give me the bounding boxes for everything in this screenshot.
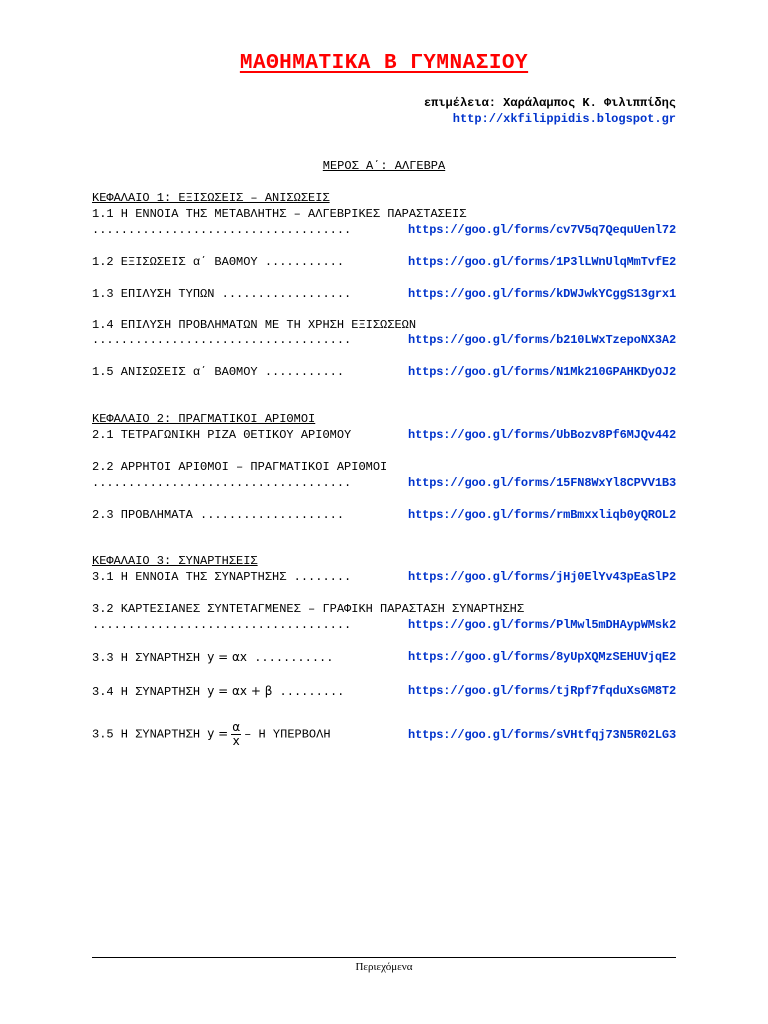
section-1-4-link[interactable]: https://goo.gl/forms/b210LWxTzepoNX3A2 bbox=[408, 333, 676, 347]
section-1-1-row bbox=[92, 223, 676, 238]
section-3-2-leader: .................................... bbox=[92, 618, 352, 632]
section-3-2-row bbox=[92, 618, 676, 633]
section-1-1-link[interactable]: https://goo.gl/forms/cv7V5q7QequUenl72 bbox=[408, 223, 676, 237]
section-2-2-leader: .................................... bbox=[92, 476, 352, 490]
section-1-5-link[interactable]: https://goo.gl/forms/N1Mk210GPAHKDyOJ2 bbox=[408, 365, 676, 379]
section-1-3-leader: 1.3 ΕΠΙΛΥΣΗ ΤΥΠΩΝ .................. bbox=[92, 287, 352, 301]
section-2-3-link[interactable]: https://goo.gl/forms/rmBmxxliqb0yQROL2 bbox=[408, 508, 676, 522]
blog-link[interactable]: http://xkfilippidis.blogspot.gr bbox=[452, 112, 676, 126]
footer-label: Περιεχόμενα bbox=[355, 961, 413, 973]
chapter-1-heading: ΚΕΦΑΛΑΙΟ 1: ΕΞΙΣΩΣΕΙΣ – ΑΝΙΣΩΣΕΙΣ bbox=[92, 191, 330, 205]
formula-y-equals: y = bbox=[207, 726, 229, 741]
section-2-2-row bbox=[92, 476, 676, 491]
chapter-3-heading: ΚΕΦΑΛΑΙΟ 3: ΣΥΝΑΡΤΗΣΕΙΣ bbox=[92, 554, 258, 568]
section-1-4-leader: .................................... bbox=[92, 333, 352, 347]
section-1-3-link[interactable]: https://goo.gl/forms/kDWJwkYCggS13grx1 bbox=[408, 287, 676, 301]
document-page bbox=[92, 0, 676, 1024]
editor-credit: επιμέλεια: Χαράλαμπος Κ. Φιλιππίδης bbox=[423, 96, 676, 110]
section-3-3-row bbox=[92, 650, 676, 665]
section-3-1-link[interactable]: https://goo.gl/forms/jHj0ElYv43pEaSlP2 bbox=[408, 570, 676, 584]
section-2-1-link[interactable]: https://goo.gl/forms/UbBozv8Pf6MJQv442 bbox=[408, 428, 676, 442]
section-1-2-leader: 1.2 ΕΞΙΣΩΣΕΙΣ α΄ ΒΑΘΜΟΥ ........... bbox=[92, 255, 345, 269]
section-3-2-title: 3.2 ΚΑΡΤΕΣΙΑΝΕΣ ΣΥΝΤΕΤΑΓΜΕΝΕΣ – ΓΡΑΦΙΚΗ ΠΑΡΑΣΤΑΣΗ ΣΥΝΑΡΤΗΣΗΣ bbox=[92, 602, 525, 616]
document-title: ΜΑΘΗΜΑΤΙΚΑ Β ΓΥΜΝΑΣΙΟΥ bbox=[239, 52, 529, 75]
footer-divider bbox=[92, 957, 676, 958]
section-2-1-row bbox=[92, 428, 676, 443]
section-3-2-link[interactable]: https://goo.gl/forms/PlMwl5mDHAypWMsk2 bbox=[408, 618, 676, 632]
section-1-4-row bbox=[92, 333, 676, 348]
part-heading: ΜΕΡΟΣ Α΄: ΑΛΓΕΒΡΑ bbox=[322, 159, 446, 173]
section-3-4-row bbox=[92, 684, 676, 699]
section-2-3-row bbox=[92, 508, 676, 523]
section-1-5-leader: 1.5 ΑΝΙΣΩΣΕΙΣ α΄ ΒΑΘΜΟΥ ........... bbox=[92, 365, 345, 379]
section-1-5-row bbox=[92, 365, 676, 380]
section-1-4-title: 1.4 ΕΠΙΛΥΣΗ ΠΡΟΒΛΗΜΑΤΩΝ ΜΕ ΤΗ ΧΡΗΣΗ ΕΞΙΣΩΣΕΩΝ bbox=[92, 318, 417, 332]
section-2-3-leader: 2.3 ΠΡΟΒΛΗΜΑΤΑ .................... bbox=[92, 508, 345, 522]
section-1-1-leader: .................................... bbox=[92, 223, 352, 237]
section-2-1-leader: 2.1 ΤΕΤΡΑΓΩΝΙΚΗ ΡΙΖΑ ΘΕΤΙΚΟΥ ΑΡΙΘΜΟΥ bbox=[92, 428, 352, 442]
section-1-1-title: 1.1 Η ΕΝΝΟΙΑ ΤΗΣ ΜΕΤΑΒΛΗΤΗΣ – ΑΛΓΕΒΡΙΚΕΣ ΠΑΡΑΣΤΑΣΕΙΣ bbox=[92, 207, 467, 221]
section-1-2-row bbox=[92, 255, 676, 270]
section-1-2-link[interactable]: https://goo.gl/forms/1P3lLWnUlqMmTvfE2 bbox=[408, 255, 676, 269]
formula-y-ax: y = αx bbox=[207, 650, 248, 664]
section-3-5-row bbox=[92, 720, 676, 748]
section-3-5-leader: 3.5 Η ΣΥΝΑΡΤΗΣΗ y = $\frac{\alpha}{x}$ – Η ΥΠΕΡΒΟΛΗ bbox=[92, 720, 331, 748]
chapter-2-heading: ΚΕΦΑΛΑΙΟ 2: ΠΡΑΓΜΑΤΙΚΟΙ ΑΡΙΘΜΟΙ bbox=[92, 412, 316, 426]
section-1-3-row bbox=[92, 287, 676, 302]
section-3-3-link[interactable]: https://goo.gl/forms/8yUpXQMzSEHUVjqE2 bbox=[408, 650, 676, 664]
section-3-3-leader: 3.3 Η ΣΥΝΑΡΤΗΣΗ y = αx ........... bbox=[92, 650, 334, 665]
section-2-2-title: 2.2 ΑΡΡΗΤΟΙ ΑΡΙΘΜΟΙ – ΠΡΑΓΜΑΤΙΚΟΙ ΑΡΙΘΜΟΙ bbox=[92, 460, 388, 474]
section-2-2-link[interactable]: https://goo.gl/forms/15FN8WxYl8CPVV1B3 bbox=[408, 476, 676, 490]
formula-fraction: $\frac{\alpha}{x}$ bbox=[232, 720, 241, 748]
section-3-5-link[interactable]: https://goo.gl/forms/sVHtfqj73N5R02LG3 bbox=[408, 728, 676, 742]
section-3-1-leader: 3.1 Η ΕΝΝΟΙΑ ΤΗΣ ΣΥΝΑΡΤΗΣΗΣ ........ bbox=[92, 570, 352, 584]
section-3-1-row bbox=[92, 570, 676, 585]
section-3-4-link[interactable]: https://goo.gl/forms/tjRpf7fqduXsGM8T2 bbox=[408, 684, 676, 698]
section-3-4-leader: 3.4 Η ΣΥΝΑΡΤΗΣΗ y = αx + β ......... bbox=[92, 684, 345, 699]
formula-y-ax-b: y = αx + β bbox=[207, 684, 273, 698]
